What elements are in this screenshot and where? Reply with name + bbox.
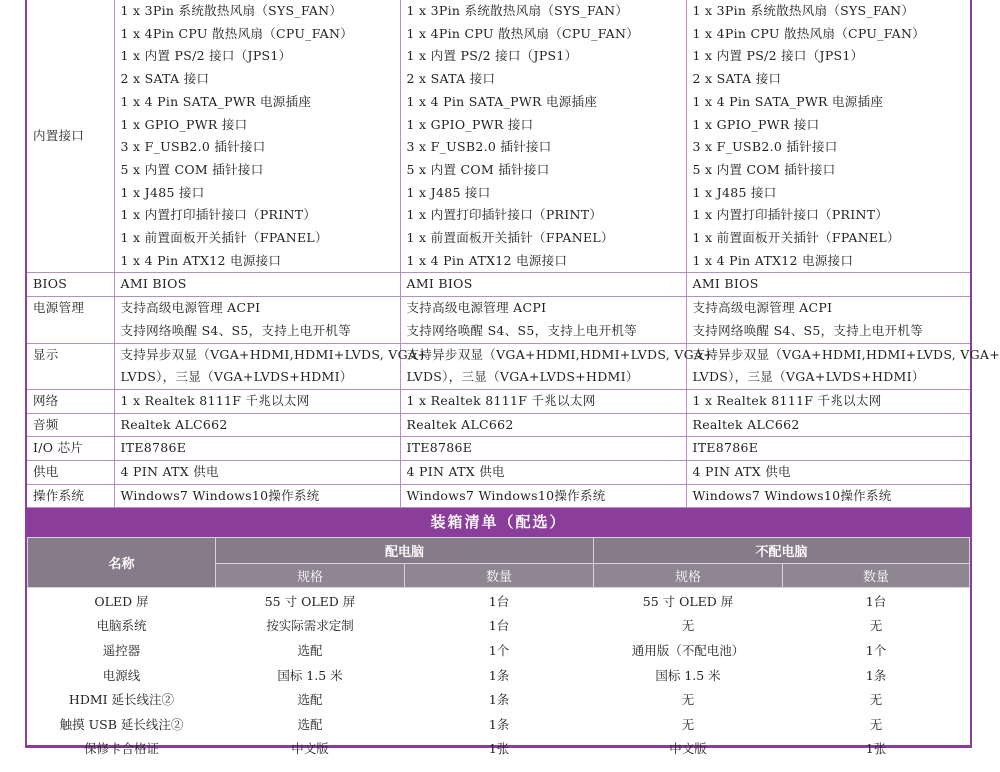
packing-qty2-cell: 1张 [865,741,887,757]
spec-value-line: 1 x 4 Pin SATA_PWR 电源插座 [692,93,884,109]
spec-value-line: 1 x 内置 PS/2 接口（JPS1） [406,48,578,64]
spec-value-cell [686,461,970,485]
spec-row [27,413,970,437]
qty-header: 数量 [783,564,970,588]
spec-value-cell [400,273,686,297]
packing-qty2-cell: 1条 [865,667,887,683]
spec-value-line: 支持网络唤醒 S4、S5，支持上电开机等 [120,322,352,338]
spec-value-cell [686,297,970,343]
without-pc-header: 不配电脑 [594,538,970,564]
spec-value-cell [686,273,970,297]
spec-value-cell [400,413,686,437]
spec-value-cell [400,461,686,485]
packing-spec2-cell: 无 [681,692,695,708]
spec-label: 电源管理 [27,297,114,343]
packing-name-cell: 触摸 USB 延长线注② [59,716,184,732]
spec-document [25,0,1000,757]
packing-name-cell: 电源线 [102,667,141,683]
spec-header: 规格 [594,564,783,588]
packing-qty1-cell: 1条 [488,716,510,732]
spec-label: 网络 [27,389,114,413]
spec-value-line: Realtek ALC662 [120,416,228,432]
packing-spec1-cell: 国标 1.5 米 [277,667,343,683]
spec-value-line: 支持高级电源管理 ACPI [692,300,833,316]
spec-value-cell [114,273,400,297]
spec-value-line: AMI BIOS [406,276,473,292]
spec-value-line: 支持高级电源管理 ACPI [120,300,261,316]
packing-qty1-cell: 1台 [488,618,510,634]
spec-value-line: 3 x F_USB2.0 插针接口 [120,139,266,155]
spec-value-line: LVDS），三显（VGA+LVDS+HDMI） [692,369,925,385]
spec-value-line: 支持异步双显（VGA+HDMI,HDMI+LVDS, VGA+ [406,346,715,362]
packing-qty1-cell: 1张 [488,741,510,757]
packing-row [28,613,970,638]
spec-value-line: 1 x 4Pin CPU 散热风扇（CPU_FAN） [406,25,639,41]
packing-qty2-cell: 1个 [865,642,887,658]
spec-value-line: ITE8786E [406,440,473,456]
packing-row [28,687,970,712]
spec-header: 规格 [216,564,405,588]
packing-row [28,736,970,761]
spec-label: I/O 芯片 [27,437,114,461]
spec-value-cell [114,297,400,343]
packing-spec2-cell: 无 [681,716,695,732]
packing-spec1-cell: 按实际需求定制 [266,618,354,634]
packing-spec1-cell: 55 寸 OLED 屏 [264,593,356,609]
spec-value-line: 1 x Realtek 8111F 千兆以太网 [406,392,596,408]
packing-row [28,711,970,736]
spec-value-line: 3 x F_USB2.0 插针接口 [406,139,552,155]
spec-value-line: 5 x 内置 COM 插针接口 [120,161,264,177]
packing-qty2-cell: 无 [869,692,883,708]
spec-value-line: 支持高级电源管理 ACPI [406,300,547,316]
spec-value-cell [686,413,970,437]
packing-spec2-cell: 55 寸 OLED 屏 [642,593,734,609]
spec-value-line: 1 x 前置面板开关插针（FPANEL） [692,230,900,246]
packing-name-cell: OLED 屏 [94,593,149,609]
spec-value-line: 1 x 4 Pin ATX12 电源接口 [120,252,282,268]
spec-value-line: 3 x F_USB2.0 插针接口 [692,139,838,155]
packing-spec1-cell: 中文版 [291,741,329,757]
spec-row [27,437,970,461]
packing-qty2-cell: 无 [869,716,883,732]
spec-value-cell [114,484,400,508]
spec-value-line: 1 x 内置打印插针接口（PRINT） [692,207,889,223]
spec-value-line: AMI BIOS [120,276,187,292]
packing-list-table [27,537,970,760]
spec-value-line: 1 x J485 接口 [692,184,777,200]
spec-value-line: 4 PIN ATX 供电 [120,464,219,480]
spec-value-cell [400,389,686,413]
with-pc-header: 配电脑 [216,538,594,564]
spec-value-line: ITE8786E [120,440,187,456]
spec-value-line: 2 x SATA 接口 [120,71,210,87]
spec-value-cell [114,0,400,273]
spec-row [27,343,970,389]
spec-value-line: 1 x Realtek 8111F 千兆以太网 [692,392,882,408]
spec-value-cell [114,413,400,437]
spec-value-line: Windows7 Windows10操作系统 [692,487,892,503]
spec-value-line: Realtek ALC662 [692,416,800,432]
spec-value-line: 1 x 4 Pin SATA_PWR 电源插座 [406,93,598,109]
spec-value-line: 1 x GPIO_PWR 接口 [120,116,248,132]
spec-value-line: AMI BIOS [692,276,759,292]
spec-value-line: 1 x 4 Pin ATX12 电源接口 [692,252,854,268]
spec-row [27,484,970,508]
packing-qty1-cell: 1条 [488,667,510,683]
spec-value-line: 2 x SATA 接口 [692,71,782,87]
spec-value-line: ITE8786E [692,440,759,456]
spec-value-cell [114,437,400,461]
spec-value-line: 4 PIN ATX 供电 [406,464,505,480]
spec-label: BIOS [27,273,114,297]
spec-label: 内置接口 [27,0,114,273]
spec-value-line: 1 x J485 接口 [406,184,491,200]
spec-value-line: 1 x GPIO_PWR 接口 [406,116,534,132]
name-header: 名称 [28,538,216,588]
packing-qty2-cell: 1台 [865,593,887,609]
spec-value-line: 1 x 内置 PS/2 接口（JPS1） [120,48,292,64]
spec-row [27,0,970,273]
packing-spec1-cell: 选配 [297,716,323,732]
spec-value-line: 1 x 4 Pin SATA_PWR 电源插座 [120,93,312,109]
packing-spec1-cell: 选配 [297,642,323,658]
spec-row [27,461,970,485]
spec-value-cell [114,343,429,389]
spec-value-cell [114,461,400,485]
spec-label: 供电 [27,461,114,485]
spec-label: 显示 [27,343,114,389]
packing-spec1-cell: 选配 [297,692,323,708]
spec-value-line: LVDS），三显（VGA+LVDS+HDMI） [120,369,353,385]
spec-table [27,0,1000,508]
spec-value-line: 1 x 3Pin 系统散热风扇（SYS_FAN） [692,3,915,18]
packing-qty1-cell: 1台 [488,593,510,609]
spec-value-line: 支持网络唤醒 S4、S5，支持上电开机等 [692,322,924,338]
spec-value-line: 1 x 4Pin CPU 散热风扇（CPU_FAN） [692,25,925,41]
spec-value-line: 4 PIN ATX 供电 [692,464,791,480]
spec-value-line: 1 x J485 接口 [120,184,205,200]
packing-spec2-cell: 无 [681,618,695,634]
spec-value-line: 1 x 前置面板开关插针（FPANEL） [406,230,614,246]
spec-value-line: 1 x Realtek 8111F 千兆以太网 [120,392,310,408]
spec-value-line: Windows7 Windows10操作系统 [120,487,320,503]
spec-value-line: 支持网络唤醒 S4、S5，支持上电开机等 [406,322,638,338]
spec-value-cell [400,0,686,273]
packing-row [28,662,970,687]
packing-list-title: 装箱清单（配选） [27,508,970,537]
spec-value-line: 1 x 4Pin CPU 散热风扇（CPU_FAN） [120,25,353,41]
packing-row [28,638,970,663]
qty-header: 数量 [405,564,594,588]
spec-value-cell [686,437,970,461]
packing-name-cell: 保修卡合格证 [83,741,159,757]
spec-value-cell [400,343,715,389]
spec-value-cell [686,343,1000,389]
spec-value-line: 1 x 3Pin 系统散热风扇（SYS_FAN） [120,3,343,18]
spec-value-line: 1 x 4 Pin ATX12 电源接口 [406,252,568,268]
spec-value-cell [400,437,686,461]
spec-value-line: 1 x 内置打印插针接口（PRINT） [120,207,317,223]
packing-row [28,588,970,613]
spec-label: 音频 [27,413,114,437]
spec-value-cell [400,484,686,508]
spec-value-cell [686,484,970,508]
spec-value-line: Realtek ALC662 [406,416,514,432]
spec-value-line: 支持异步双显（VGA+HDMI,HDMI+LVDS, VGA+ [120,346,429,362]
spec-value-line: Windows7 Windows10操作系统 [406,487,606,503]
packing-name-cell: HDMI 延长线注② [68,692,175,708]
spec-row [27,389,970,413]
packing-spec2-cell: 国标 1.5 米 [655,667,721,683]
packing-qty1-cell: 1条 [488,692,510,708]
spec-value-line: 1 x 内置 PS/2 接口（JPS1） [692,48,864,64]
packing-qty1-cell: 1个 [488,642,510,658]
spec-row [27,273,970,297]
spec-value-line: 1 x GPIO_PWR 接口 [692,116,820,132]
spec-value-cell [400,297,686,343]
spec-label: 操作系统 [27,484,114,508]
spec-value-line: 支持异步双显（VGA+HDMI,HDMI+LVDS, VGA+ [692,346,1000,362]
packing-qty2-cell: 无 [869,618,883,634]
packing-spec2-cell: 通用版（不配电池） [631,642,745,658]
spec-value-line: 1 x 前置面板开关插针（FPANEL） [120,230,328,246]
packing-name-cell: 电脑系统 [96,618,147,634]
packing-spec2-cell: 中文版 [669,741,707,757]
spec-value-line: 1 x 3Pin 系统散热风扇（SYS_FAN） [406,3,629,18]
spec-value-cell [686,0,970,273]
spec-value-cell [686,389,970,413]
spec-value-line: LVDS），三显（VGA+LVDS+HDMI） [406,369,639,385]
spec-value-line: 1 x 内置打印插针接口（PRINT） [406,207,603,223]
spec-value-line: 2 x SATA 接口 [406,71,496,87]
packing-name-cell: 遥控器 [102,642,141,658]
spec-value-line: 5 x 内置 COM 插针接口 [692,161,836,177]
spec-value-line: 5 x 内置 COM 插针接口 [406,161,550,177]
spec-value-cell [114,389,400,413]
spec-row [27,297,970,343]
